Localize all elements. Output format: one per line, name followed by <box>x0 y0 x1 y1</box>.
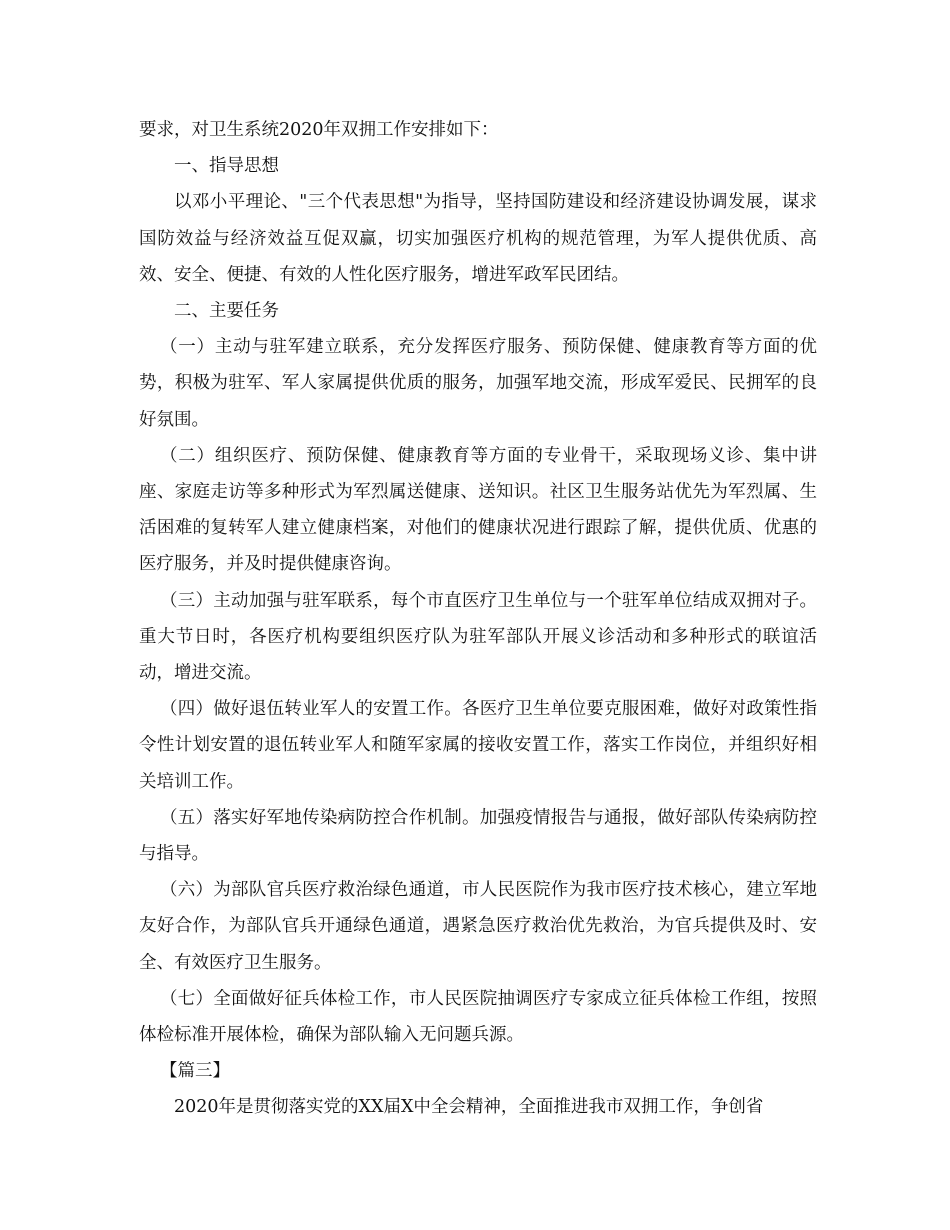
intro-paragraph: 要求，对卫生系统2020年双拥工作安排如下： <box>139 120 499 140</box>
task-paragraph-3: （三）主动加强与驻军联系，每个市直医疗卫生单位与一个驻军单位结成双拥对子。重大节日时，各医疗机构要组织医疗队为驻军部队开展义诊活动和多种形式的联谊活动，增进交流。 <box>139 590 817 684</box>
task-paragraph-4: （四）做好退伍转业军人的安置工作。各医疗卫生单位要克服困难，做好对政策性指令性计划安置的退伍转业军人和随军家属的接收安置工作，落实工作岗位，并组织好相关培训工作。 <box>139 699 817 792</box>
part-three-paragraph: 2020年是贯彻落实党的XX届X中全会精神，全面推进我市双拥工作，争创省 <box>174 1097 764 1118</box>
task-paragraph-1: （一）主动与驻军建立联系，充分发挥医疗服务、预防保健、健康教育等方面的优势，积极为驻军、军人家属提供优质的服务，加强军地交流，形成军爱民、民拥军的良好氛围。 <box>139 337 817 430</box>
document-body <box>139 112 817 1126</box>
task-paragraph-6: （六）为部队官兵医疗救治绿色通道，市人民医院作为我市医疗技术核心，建立军地友好合作，为部队官兵开通绿色通道，遇紧急医疗救治优先救治，为官兵提供及时、安全、有效医疗卫生服务。 <box>139 880 817 973</box>
task-paragraph-7: （七）全面做好征兵体检工作，市人民医院抽调医疗专家成立征兵体检工作组，按照体检标准开展体检，确保为部队输入无问题兵源。 <box>139 988 817 1046</box>
part-three-heading: 【篇三】 <box>160 1061 230 1082</box>
task-paragraph-2: （二）组织医疗、预防保健、健康教育等方面的专业骨干，采取现场义诊、集中讲座、家庭走访等多种形式为军烈属送健康、送知识。社区卫生服务站优先为军烈属、生活困难的复转军人建立健康档案，对他们的健康状况进行跟踪了解，提供优质、优惠的医疗服务，并及时提供健康咨询。 <box>139 445 817 575</box>
guiding-ideology-paragraph: 以邓小平理论、"三个代表思想"为指导，坚持国防建设和经济建设协调发展，谋求国防效益与经济效益互促双赢，切实加强医疗机构的规范管理，为军人提供优质、高效、安全、便捷、有效的人性化医疗服务，增进军政军民团结。 <box>139 192 817 285</box>
section-heading-main-tasks: 二、主要任务 <box>174 301 279 322</box>
section-heading-guiding-ideology: 一、指导思想 <box>174 156 279 177</box>
task-paragraph-5: （五）落实好军地传染病防控合作机制。加强疫情报告与通报，做好部队传染病防控与指导。 <box>139 807 817 865</box>
